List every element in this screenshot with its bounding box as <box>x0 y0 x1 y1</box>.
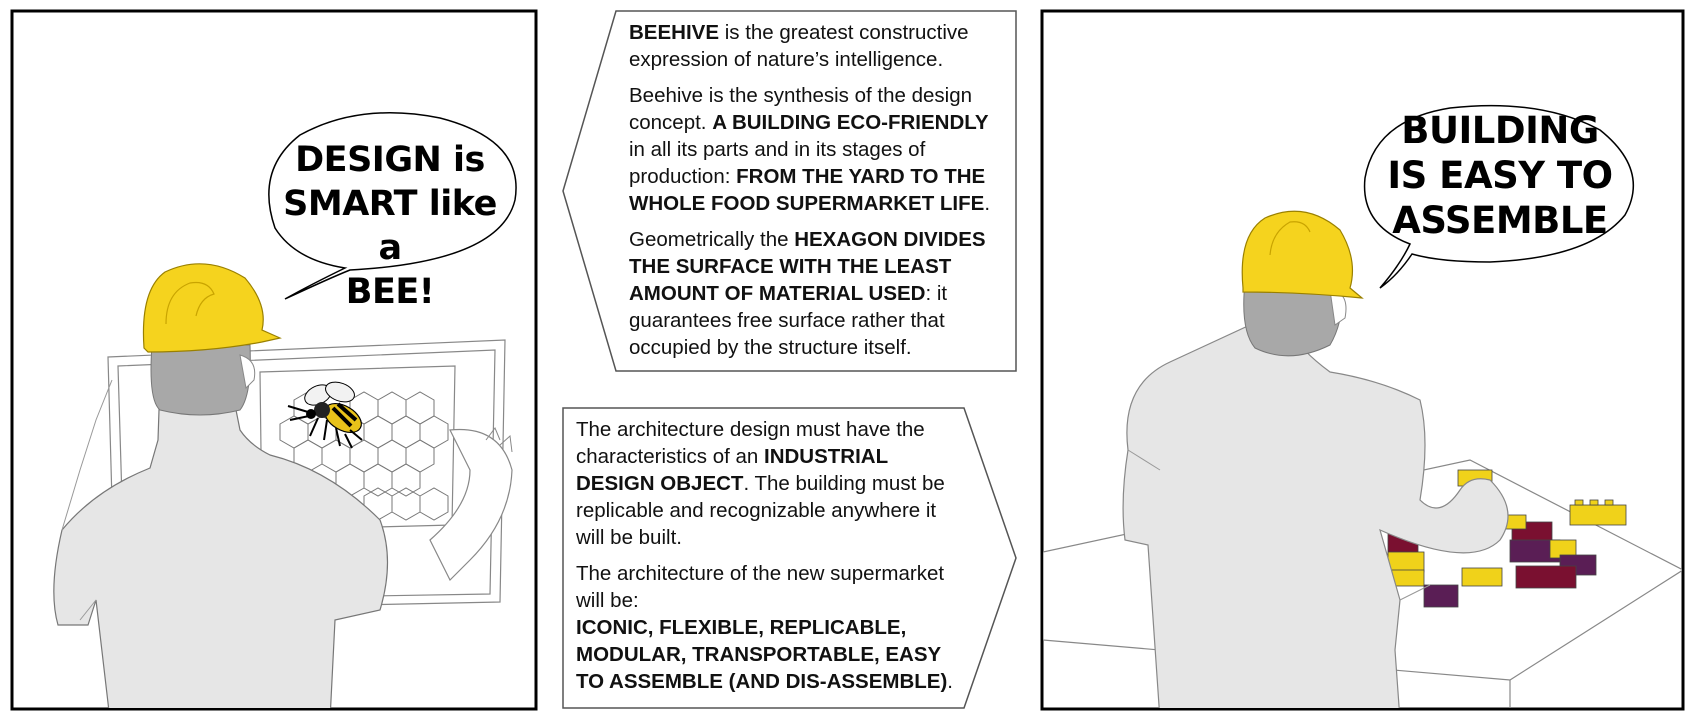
speech-right-line-3: ASSEMBLE <box>1392 199 1608 242</box>
synthesis-text-2: in all its parts and in its stages of production: <box>629 138 926 188</box>
hexagon-bold: HEXAGON DIVIDES THE SURFACE WITH THE LEAST AMOUNT OF MATERIAL USED <box>629 228 986 305</box>
supermarket-text-2: . <box>947 670 953 693</box>
industrial-bold: INDUSTRIAL DESIGN OBJECT <box>576 445 888 495</box>
synthesis-bold-1: A BUILDING ECO-FRIENDLY <box>712 111 989 134</box>
top-text-content <box>629 19 1005 370</box>
synthesis-paragraph <box>629 82 1005 217</box>
industrial-text-1: The architecture design must have the characteristics of an <box>576 418 925 468</box>
supermarket-paragraph <box>576 560 956 695</box>
supermarket-bold: ICONIC, FLEXIBLE, REPLICABLE, MODULAR, TRANSPORTABLE, EASY TO ASSEMBLE (AND DIS-ASSEMBLE) <box>576 616 948 693</box>
synthesis-bold-2: FROM THE YARD TO THE WHOLE FOOD SUPERMARKET LIFE <box>629 165 986 215</box>
left-panel <box>12 11 536 720</box>
speech-left-line-3: BEE! <box>345 272 435 312</box>
beehive-bold: BEEHIVE <box>629 21 719 44</box>
hexagon-text-2: : it guarantees free surface rather that occupied by the structure itself. <box>629 282 948 359</box>
speech-text-right <box>1380 108 1620 243</box>
speech-right-line-1: BUILDING <box>1401 109 1599 152</box>
industrial-paragraph <box>576 416 956 551</box>
hexagon-paragraph <box>629 226 1005 361</box>
beehive-paragraph <box>629 19 1005 73</box>
bottom-text-content <box>576 416 956 704</box>
supermarket-text-1: The architecture of the new supermarket will be: <box>576 562 945 612</box>
speech-right-line-2: IS EASY TO <box>1387 154 1613 197</box>
speech-left-line-1: DESIGN is <box>295 140 485 180</box>
synthesis-text-1: Beehive is the synthesis of the design concept. <box>629 84 973 134</box>
synthesis-text-3: . <box>984 192 991 215</box>
speech-text-left <box>270 138 510 314</box>
speech-left-line-2: SMART like a <box>283 184 497 268</box>
hexagon-text-1: Geometrically the <box>629 228 795 251</box>
industrial-text-2: . The building must be replicable and recognizable anywhere it will be built. <box>576 472 945 549</box>
beehive-rest: is the greatest constructive expression of nature’s intelligence. <box>629 21 969 71</box>
